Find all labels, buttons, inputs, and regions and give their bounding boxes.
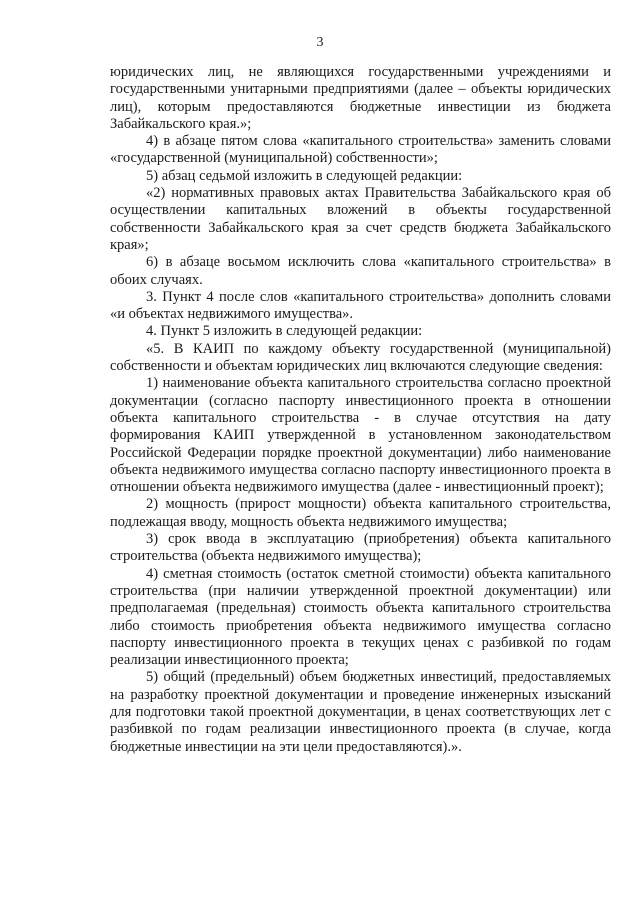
paragraph-5: 6) в абзаце восьмом исключить слова «капитального строительства» в обоих случаях. bbox=[110, 254, 611, 288]
paragraph-10: 2) мощность (прирост мощности) объекта капитального строительства, подлежащая вводу, мощность объекта недвижимого имущества; bbox=[110, 496, 611, 530]
paragraph-1: юридических лиц, не являющихся государственными учреждениями и государственными унитарными предприятиями (далее – объекты юридических лиц), которым предоставляются бюджетные инвестиции из бюджета Забайкальского края.»; bbox=[110, 64, 611, 132]
paragraph-13: 5) общий (предельный) объем бюджетных инвестиций, предоставляемых на разработку проектной документации и проведение инженерных изысканий для подготовки такой проектной документации, в ценах соответствующих лет с разбивкой по годам реализации инвестиционного проекта (в случае, когда бюджетные инвестиции на эти цели предоставляются).». bbox=[110, 669, 611, 755]
paragraph-6: 3. Пункт 4 после слов «капитального строительства» дополнить словами «и объектах недвижимого имущества». bbox=[110, 288, 611, 323]
document-body bbox=[110, 64, 611, 756]
paragraph-7: 4. Пункт 5 изложить в следующей редакции: bbox=[146, 323, 423, 340]
paragraph-8: «5. В КАИП по каждому объекту государственной (муниципальной) собственности и объектам юридических лиц включаются следующие сведения: bbox=[110, 340, 611, 375]
paragraph-12: 4) сметная стоимость (остаток сметной стоимости) объекта капитального строительства (при наличии утвержденной проектной документации) или предполагаемая (предельная) стоимость объекта капитального строительства либо стоимость приобретения объекта недвижимого имущества согласно паспорту инвестиционного проекта в текущих ценах с разбивкой по годам реализации инвестиционного проекта; bbox=[110, 565, 611, 669]
page-number: 3 bbox=[316, 35, 324, 50]
paragraph-4: «2) нормативных правовых актах Правительства Забайкальского края об осуществлении капитальных вложений в объекты государственной собственности Забайкальского края за счет средств бюджета Забайкальского края»; bbox=[110, 185, 611, 253]
paragraph-3: 5) абзац седьмой изложить в следующей редакции: bbox=[146, 167, 463, 184]
paragraph-2: 4) в абзаце пятом слова «капитального строительства» заменить словами «государственной (муниципальной) собственности»; bbox=[110, 133, 611, 167]
paragraph-11: 3) срок ввода в эксплуатацию (приобретения) объекта капитального строительства (объекта недвижимого имущества); bbox=[110, 531, 611, 565]
paragraph-9: 1) наименование объекта капитального строительства согласно проектной документации (согласно паспорту инвестиционного проекта в отношении объекта капитального строительства - в случае отсутствия на дату формирования КАИП утвержденной в установленном законодательством Российской Федерации порядке проектной документации) либо наименование объекта недвижимого имущества согласно паспорту инвестиционного проекта в отношении объекта недвижимого имущества (далее - инвестиционный проект); bbox=[110, 375, 611, 496]
